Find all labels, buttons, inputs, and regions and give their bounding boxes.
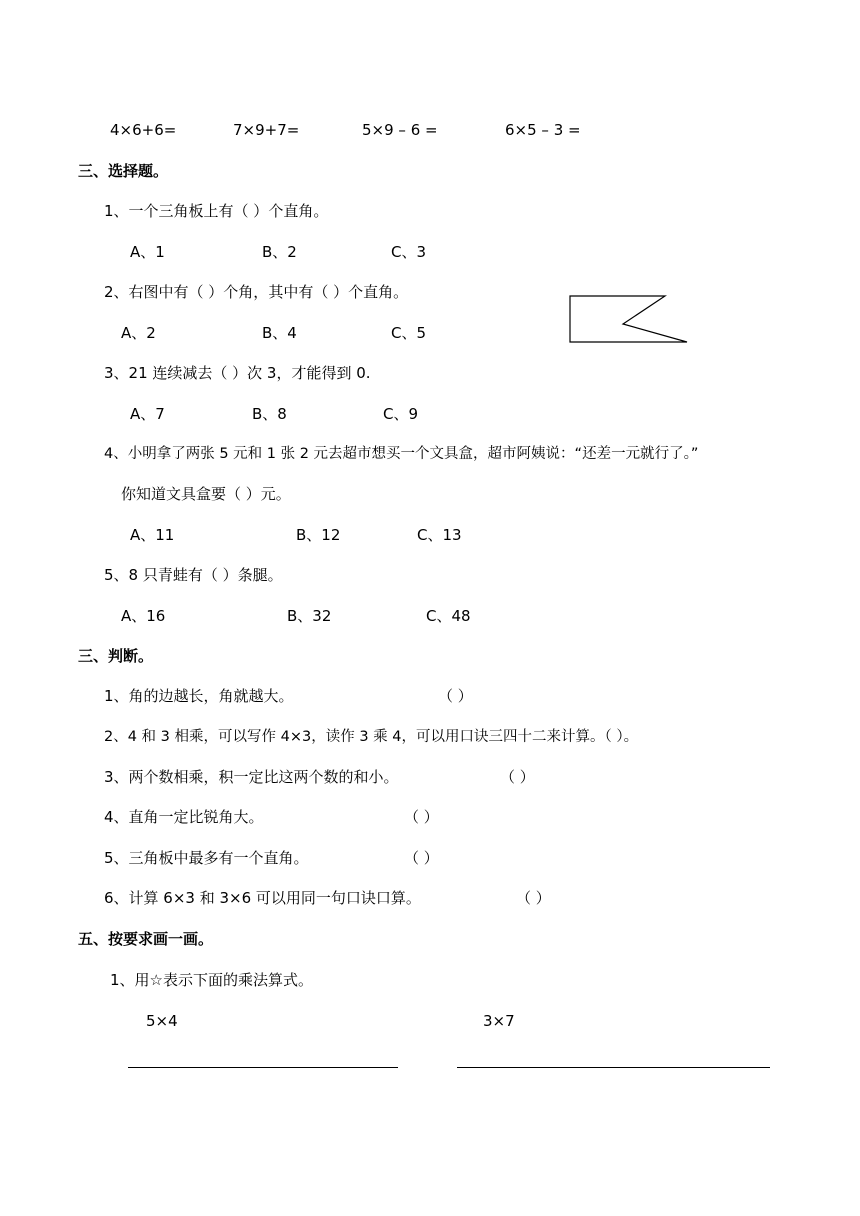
choice-option: C、3 bbox=[391, 243, 427, 261]
choice-option: B、2 bbox=[262, 243, 297, 261]
answer-line bbox=[128, 1067, 398, 1068]
answer-paren: （ ） bbox=[438, 687, 473, 705]
answer-paren: （ ） bbox=[404, 849, 439, 867]
section-draw-title: 五、按要求画一画。 bbox=[78, 930, 214, 948]
choice-question-4-continued: 你知道文具盒要（ ）元。 bbox=[121, 485, 291, 503]
answer-paren: （ ） bbox=[516, 889, 551, 907]
choice-question-5: 5、8 只青蛙有（ ）条腿。 bbox=[104, 566, 283, 584]
choice-option: C、13 bbox=[417, 526, 462, 544]
choice-option: C、48 bbox=[426, 607, 471, 625]
choice-option: B、8 bbox=[252, 405, 287, 423]
judge-item-1: 1、角的边越长，角就越大。 bbox=[104, 687, 294, 705]
judge-item-2: 2、4 和 3 相乘，可以写作 4×3，读作 3 乘 4，可以用口诀三四十二来计算。（ ）。 bbox=[104, 729, 639, 745]
figure-outline bbox=[570, 296, 687, 342]
choice-option: C、5 bbox=[391, 324, 427, 342]
calc-expression-2: 7×9+7= bbox=[233, 121, 300, 139]
calc-expression-1: 4×6+6= bbox=[110, 121, 177, 139]
section-choice-title: 三、选择题。 bbox=[78, 162, 169, 180]
judge-item-4: 4、直角一定比锐角大。 bbox=[104, 808, 264, 826]
answer-paren: （ ） bbox=[500, 768, 535, 786]
choice-option: B、32 bbox=[287, 607, 332, 625]
choice-option: A、7 bbox=[130, 405, 165, 423]
angle-figure bbox=[565, 290, 695, 350]
choice-question-4: 4、小明拿了两张 5 元和 1 张 2 元去超市想买一个文具盒，超市阿姨说：“还差一元就行了。” bbox=[104, 446, 699, 462]
judge-item-3: 3、两个数相乘，积一定比这两个数的和小。 bbox=[104, 768, 399, 786]
draw-instruction: 1、用☆表示下面的乘法算式。 bbox=[110, 971, 313, 989]
judge-item-5: 5、三角板中最多有一个直角。 bbox=[104, 849, 309, 867]
calc-expression-3: 5×9 – 6 = bbox=[362, 121, 438, 139]
calc-expression-4: 6×5 – 3 = bbox=[505, 121, 581, 139]
choice-option: A、16 bbox=[121, 607, 166, 625]
section-judge-title: 三、判断。 bbox=[78, 647, 154, 665]
judge-item-6: 6、计算 6×3 和 3×6 可以用同一句口诀口算。 bbox=[104, 889, 421, 907]
choice-option: A、11 bbox=[130, 526, 175, 544]
choice-question-2: 2、右图中有（ ）个角，其中有（ ）个直角。 bbox=[104, 283, 409, 301]
choice-option: B、4 bbox=[262, 324, 297, 342]
choice-option: A、1 bbox=[130, 243, 165, 261]
choice-option: B、12 bbox=[296, 526, 341, 544]
choice-question-3: 3、21 连续减去（ ）次 3，才能得到 0. bbox=[104, 364, 371, 382]
choice-question-1: 1、一个三角板上有（ ）个直角。 bbox=[104, 202, 329, 220]
draw-expression-1: 5×4 bbox=[146, 1012, 178, 1030]
choice-option: C、9 bbox=[383, 405, 419, 423]
answer-paren: （ ） bbox=[404, 808, 439, 826]
answer-line bbox=[457, 1067, 770, 1068]
draw-expression-2: 3×7 bbox=[483, 1012, 515, 1030]
choice-option: A、2 bbox=[121, 324, 156, 342]
